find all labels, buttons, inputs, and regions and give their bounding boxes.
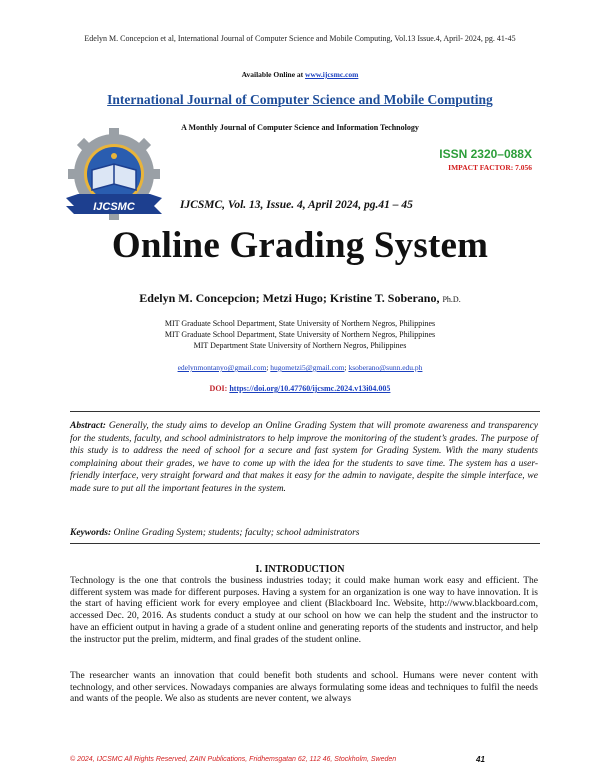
email-separator: ;: [344, 363, 349, 372]
logo-text: IJCSMC: [93, 201, 135, 213]
doi-link[interactable]: https://doi.org/10.47760/ijcsmc.2024.v13i04.005: [229, 384, 391, 393]
author-emails: [0, 363, 600, 372]
email-link[interactable]: ksoberano@sunn.edu.ph: [348, 363, 423, 372]
running-head: Edelyn M. Concepcion et al, International Journal of Computer Science and Mobile Computing, Vol.13 Issue.4, April- 2024, pg. 41-45: [84, 34, 516, 43]
doi: [0, 384, 600, 393]
keywords-label: Keywords:: [70, 528, 112, 538]
email-link[interactable]: hugometzi5@gmail.com: [270, 363, 345, 372]
paragraph-2: The researcher wants an innovation that could benefit both students and school. Humans were never content with technology, and other services. Nowadays companies are always formulating some ideas and techniques to fulfil the needs and wants of the people. We also as students are never content, we always: [70, 671, 538, 705]
journal-subtitle: A Monthly Journal of Computer Science and Information Technology: [181, 123, 419, 132]
issn: ISSN 2320–088X: [439, 147, 532, 161]
journal-website-link[interactable]: www.ijcsmc.com: [305, 70, 359, 79]
keywords: [70, 528, 359, 538]
keywords-text: Online Grading System; students; faculty; school administrators: [111, 528, 360, 538]
page-number: 41: [476, 755, 485, 764]
divider-bottom: [70, 543, 540, 544]
authors: [0, 291, 600, 306]
abstract-text: Generally, the study aims to develop an Online Grading System that will promote awareness and transparency for the students, faculty, and school administrators to help improve the monitoring of the student’s grades. The purpose of this study is to address the need of school for a secure and fast system for Grading System. With the many students complaining about their grades, we have to come up with the idea for the students to save time. The system has a user-friendly interface, very straight forward and that makes it easy for the admin to navigate, despite the simple interface, we made sure to put all the important features in the system.: [70, 421, 538, 494]
footer-copyright: © 2024, IJCSMC All Rights Reserved, ZAIN Publications, Fridhemsgatan 62, 112 46, Stockholm, Sweden: [70, 756, 397, 763]
available-online-label: Available Online at: [241, 70, 306, 79]
doi-label: DOI:: [209, 384, 230, 393]
abstract: [70, 420, 538, 495]
logo-graphic: [58, 128, 170, 230]
paragraph-1: Technology is the one that controls the business industries today; it could make human work easy and efficient. The different system was made for different purposes. Having a system for an organization is one way to have innovation. It is the start of having efficient work for every employee and client (Blackboard Inc. Website, http://www.blackboard.com, accessed Dec. 20, 2016. As students conduct a study at our school on how we can help the student and the instructor to have an efficient output in having a grade of a student online and generating reports of the students and instructor, and help the instructor put the prelim, midterm, and final grades of the student online.: [70, 576, 538, 645]
author-degree: Ph.D.: [442, 295, 461, 304]
affiliation-3: MIT Department State University of Northern Negros, Philippines: [193, 341, 407, 350]
journal-logo: [58, 128, 170, 230]
journal-title: International Journal of Computer Science and Mobile Computing: [107, 92, 493, 107]
author-names: Edelyn M. Concepcion; Metzi Hugo; Kristine T. Soberano,: [139, 291, 440, 305]
email-separator: ;: [266, 363, 271, 372]
divider-top: [70, 411, 540, 412]
section-heading: I. INTRODUCTION: [255, 564, 345, 575]
affiliation-1: MIT Graduate School Department, State University of Northern Negros, Philippines: [164, 319, 436, 328]
email-link[interactable]: edelynmontanyo@gmail.com: [177, 363, 267, 372]
affiliation-2: MIT Graduate School Department, State University of Northern Negros, Philippines: [164, 330, 436, 339]
paper-title: Online Grading System: [111, 225, 489, 266]
abstract-label: Abstract:: [70, 421, 106, 431]
impact-factor: IMPACT FACTOR: 7.056: [448, 163, 532, 172]
volume-line: IJCSMC, Vol. 13, Issue. 4, April 2024, pg.41 – 45: [180, 199, 413, 211]
available-online: [0, 70, 600, 79]
